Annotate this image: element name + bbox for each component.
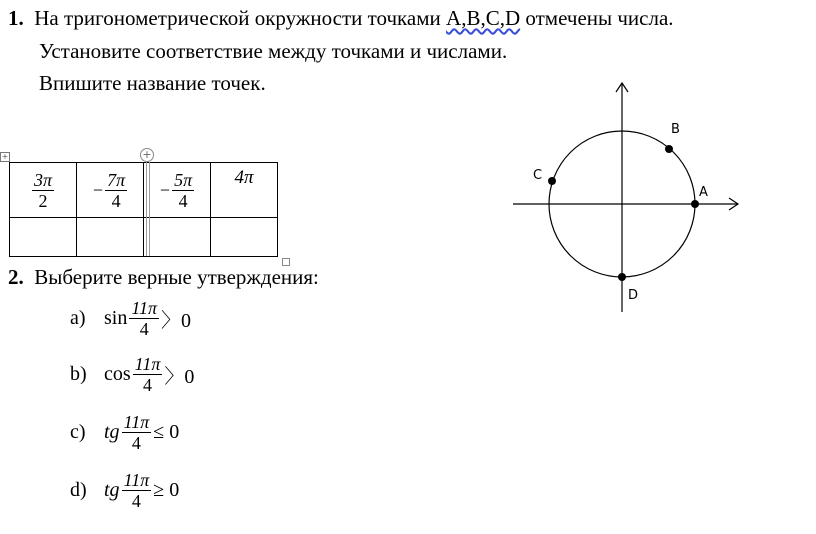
fraction-5pi-4: $\frac{5\pi}{4}$ [174,169,193,211]
point-c [548,177,556,185]
table-header-cell-4: 4π [211,163,278,218]
option-c-relation: ≤ 0 [153,421,180,443]
option-b-fn: cos [104,363,131,385]
option-b-label: b) [70,363,87,385]
add-column-icon[interactable]: + [140,148,154,162]
option-d-fraction: $\frac{11\pi}{4}$ [123,470,150,511]
q1-line1 [8,6,674,30]
table-move-handle[interactable]: + [1,152,9,161]
table-answer-row [10,218,278,257]
option-a-label: a) [70,307,86,329]
option-d-fn: tg [104,479,120,501]
label-a: A [699,185,708,200]
point-a [691,200,699,208]
label-d: D [628,288,639,303]
q2-number: 2. [8,265,24,289]
point-d [618,273,626,281]
table-header-cell-1 [10,163,77,218]
option-c-fn: tg [104,421,120,443]
q1-text-start: На тригонометрической окружности точками [34,6,447,30]
option-a-relation: 〉0 [161,310,192,332]
answer-cell-1[interactable] [10,218,77,257]
unit-circle-diagram [505,80,750,315]
fraction-3pi-2: $\frac{3\pi}{2}$ [33,169,53,211]
option-a-fraction: $\frac{11\pi}{4}$ [131,298,158,339]
option-c-label: c) [70,421,86,443]
q2-text: Выберите верные утверждения: [34,265,319,289]
option-d-label: d) [70,479,87,501]
answer-cell-2[interactable] [77,218,144,257]
option-d [70,470,179,511]
table-header-row [10,163,278,218]
answer-cell-4[interactable] [211,218,278,257]
q1-points: A,B,C,D [446,6,521,30]
option-c-fraction: $\frac{11\pi}{4}$ [123,412,150,453]
q1-line2: Установите соответствие между точками и числами. [39,39,508,63]
q1-line3: Впишите название точек. [39,71,266,95]
q1-text-end: отмечены числа. [520,6,674,30]
q2-line [8,265,319,289]
table-column-boundary[interactable] [146,162,150,256]
label-b: B [671,122,680,137]
fraction-7pi-4: $\frac{7\pi}{4}$ [107,169,126,211]
option-b-relation: 〉0 [164,366,195,388]
option-b-fraction: $\frac{11\pi}{4}$ [134,354,161,395]
answer-cell-3[interactable] [144,218,211,257]
answer-table [9,162,278,257]
option-d-relation: ≥ 0 [153,479,180,501]
option-a [70,298,191,339]
option-a-fn: sin [104,307,128,329]
table-header-cell-2: − $\frac{7\pi}{4}$ [77,163,144,218]
table-header-cell-3: − $\frac{5\pi}{4}$ [144,163,211,218]
label-c: C [533,168,543,183]
q1-number: 1. [8,6,24,30]
point-b [665,145,673,153]
option-c [70,412,179,453]
option-b [70,354,194,395]
